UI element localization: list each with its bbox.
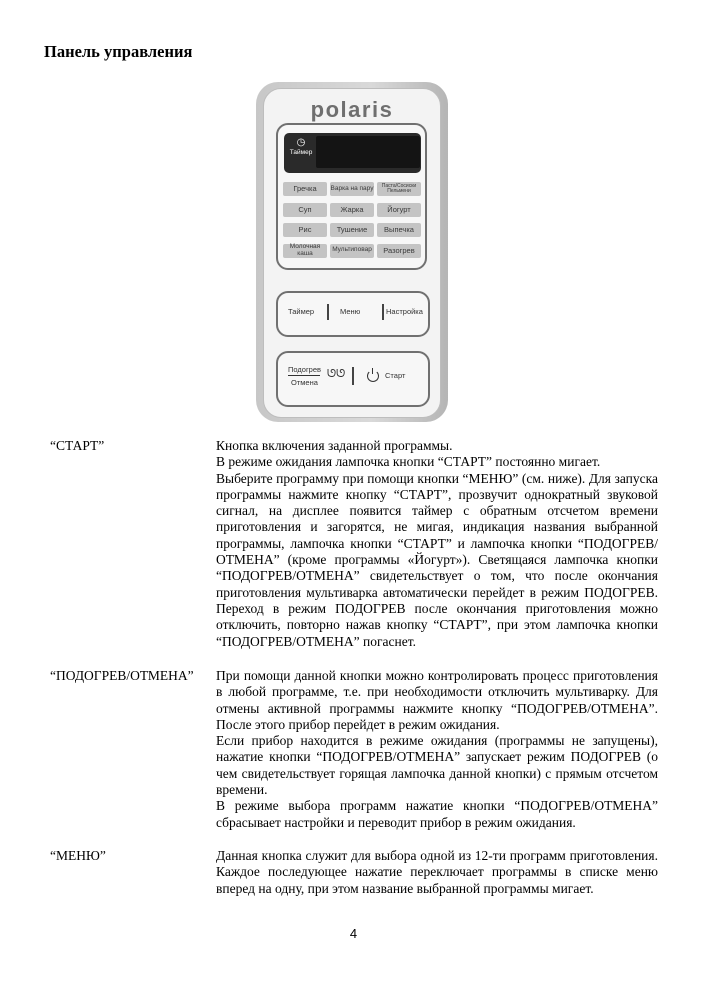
start-section bbox=[276, 351, 430, 407]
reheat-label: Подогрев bbox=[288, 365, 322, 374]
cancel-label: Отмена bbox=[291, 378, 318, 387]
menu-button: Меню bbox=[340, 307, 361, 316]
program-button: Молочная каша bbox=[283, 244, 327, 258]
program-button: Жарка bbox=[330, 203, 374, 217]
program-button: Выпечка bbox=[377, 223, 421, 237]
display-screen bbox=[316, 136, 420, 168]
paragraph: Кнопка включения заданной программы. bbox=[216, 438, 453, 453]
panel-face bbox=[263, 88, 441, 418]
section-label: “СТАРТ” bbox=[50, 438, 105, 453]
display-area bbox=[284, 133, 421, 173]
program-button: Йогурт bbox=[377, 203, 421, 217]
power-icon bbox=[367, 370, 379, 382]
paragraph: Данная кнопка служит для выбора одной из 12-ти программ приготовления. Каждое последующее нажатие переключает программы в списке меню вперед на одну, при этом название выбранной программы мигает. bbox=[216, 848, 658, 896]
control-section bbox=[276, 291, 430, 337]
timer-indicator bbox=[287, 137, 315, 156]
page-number: 4 bbox=[349, 926, 358, 941]
program-button: Гречка bbox=[283, 182, 327, 196]
paragraph: Выберите программу при помощи кнопки “МЕНЮ” (см. ниже). Для запуска программы нажмите кнопку “СТАРТ”, прозвучит однократный звуковой сигнал, на дисплее появится таймер с обратным отсчетом времени приготовления и загорятся, не мигая, индикация названия выбранной программы, лампочка кнопки “СТАРТ” и лампочка кнопки “ПОДОГРЕВ/ОТМЕНА” (кроме программы «Йогурт»). Светящаяся лампочка кнопки “ПОДОГРЕВ/ОТМЕНА” свидетельствует о том, что после окончания приготовления мультиварка автоматически перейдет в режим ПОДОГРЕВ. Переход в режим ПОДОГРЕВ после окончания приготовления можно отключить, повторно нажав кнопку “СТАРТ”, при этом лампочка кнопки “ПОДОГРЕВ/ОТМЕНА” погаснет. bbox=[216, 470, 658, 649]
divider bbox=[327, 304, 329, 320]
paragraph: Если прибор находится в режиме ожидания (программы не запущены), нажатие кнопки “ПОДОГРЕВ/ОТМЕНА” запускает режим ПОДОГРЕВ (о чем свидетельствует горящая лампочка данной кнопки) с прямым отсчетом времени. bbox=[216, 733, 658, 798]
settings-button: Настройка bbox=[386, 307, 423, 316]
start-label: Старт bbox=[385, 371, 406, 380]
section-label: “МЕНЮ” bbox=[50, 848, 106, 863]
program-section bbox=[276, 123, 427, 270]
heat-icon: ᘎᘎ bbox=[327, 368, 346, 380]
section-text bbox=[216, 668, 658, 831]
control-panel-illustration bbox=[256, 82, 448, 422]
program-button: Рис bbox=[283, 223, 327, 237]
program-button: Тушение bbox=[330, 223, 374, 237]
section-label: “ПОДОГРЕВ/ОТМЕНА” bbox=[50, 668, 194, 683]
timer-button: Таймер bbox=[288, 307, 315, 316]
paragraph: При помощи данной кнопки можно контролировать процесс приготовления в любой программе, т.е. при необходимости отключить мультиварку. Для отмены активной программы нажмите кнопку “ПОДОГРЕВ/ОТМЕНА”. После этого прибор перейдет в режим ожидания. bbox=[216, 668, 658, 732]
program-button: Мультиповар bbox=[330, 244, 374, 258]
brand-logo: polaris bbox=[310, 97, 394, 122]
program-button: Паста/Сосиски Пельмени bbox=[377, 182, 421, 196]
divider bbox=[382, 304, 384, 320]
clock-icon: ◷ bbox=[296, 137, 306, 148]
program-button: Суп bbox=[283, 203, 327, 217]
section-text bbox=[216, 438, 658, 650]
page-title: Панель управления bbox=[44, 42, 193, 61]
timer-indicator-label: Таймер bbox=[289, 149, 313, 156]
divider bbox=[352, 367, 354, 385]
program-button: Варка на пару bbox=[330, 182, 374, 196]
paragraph: В режиме выбора программ нажатие кнопки “ПОДОГРЕВ/ОТМЕНА” сбрасывает настройки и переводит прибор в режим ожидания. bbox=[216, 798, 658, 830]
paragraph: В режиме ожидания лампочка кнопки “СТАРТ” постоянно мигает. bbox=[216, 454, 601, 470]
section-text bbox=[216, 848, 658, 897]
label-divider bbox=[288, 375, 320, 376]
program-button: Разогрев bbox=[377, 244, 421, 258]
